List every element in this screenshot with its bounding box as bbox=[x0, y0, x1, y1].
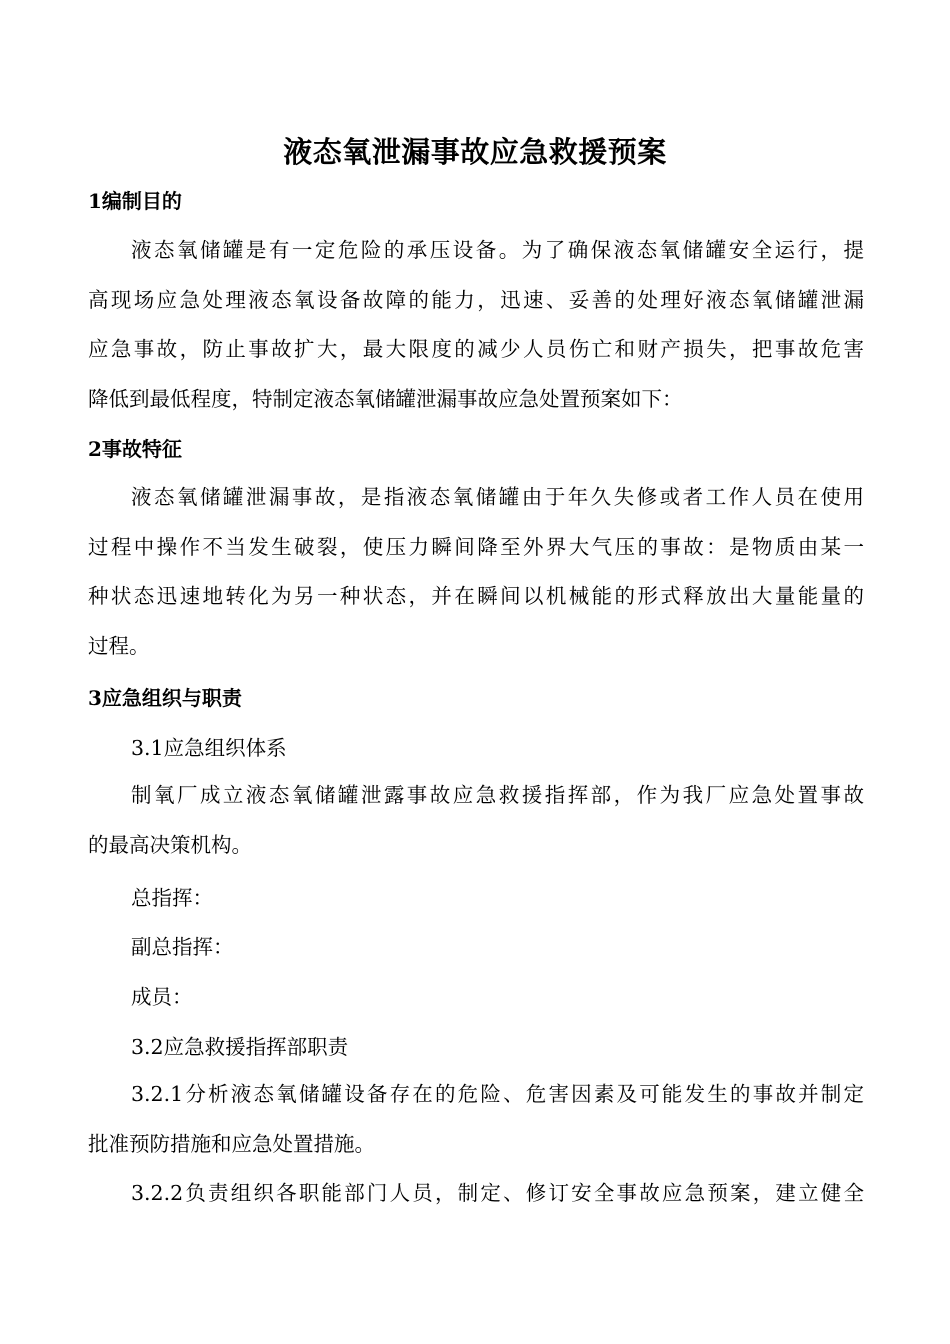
section-2-paragraph bbox=[88, 473, 864, 671]
paragraph-line: 高现场应急处理液态氧设备故障的能力，迅速、妥善的处理好液态氧储罐泄漏 bbox=[88, 287, 864, 312]
item-3-2-1-paragraph bbox=[88, 1070, 864, 1169]
paragraph-line: 应急事故，防止事故扩大，最大限度的减少人员伤亡和财产损失，把事故危害 bbox=[88, 337, 864, 361]
section-3-heading: 3应急组织与职责 bbox=[88, 686, 242, 710]
paragraph-line: 制氧厂成立液态氧储罐泄露事故应急救援指挥部，作为我厂应急处置事故 bbox=[131, 783, 864, 807]
section-3-1-paragraph bbox=[88, 771, 864, 870]
section-2-heading: 2事故特征 bbox=[88, 437, 182, 461]
section-1-heading: 1编制目的 bbox=[88, 189, 182, 213]
document-title: 液态氧泄漏事故应急救援预案 bbox=[283, 135, 667, 169]
paragraph-line: 液态氧储罐是有一定危险的承压设备。为了确保液态氧储罐安全运行，提 bbox=[131, 238, 864, 262]
commander-label: 总指挥： bbox=[131, 886, 213, 910]
paragraph-line: 3.2.2负责组织各职能部门人员，制定、修订安全事故应急预案，建立健全 bbox=[131, 1181, 864, 1205]
subsection-3-1-heading: 3.1应急组织体系 bbox=[131, 736, 287, 760]
section-1-paragraph bbox=[88, 226, 864, 424]
paragraph-line: 批准预防措施和应急处置措施。 bbox=[88, 1131, 375, 1156]
paragraph-line: 3.2.1分析液态氧储罐设备存在的危险、危害因素及可能发生的事故并制定 bbox=[131, 1082, 864, 1106]
deputy-commander-label: 副总指挥： bbox=[131, 935, 234, 959]
paragraph-line: 过程。 bbox=[88, 633, 150, 658]
paragraph-line: 降低到最低程度，特制定液态氧储罐泄漏事故应急处置预案如下： bbox=[88, 386, 683, 411]
paragraph-line: 的最高决策机构。 bbox=[88, 832, 252, 857]
subsection-3-2-heading: 3.2应急救援指挥部职责 bbox=[131, 1035, 349, 1059]
members-label: 成员： bbox=[131, 985, 193, 1009]
paragraph-line: 过程中操作不当发生破裂，使压力瞬间降至外界大气压的事故：是物质由某一 bbox=[88, 534, 864, 559]
paragraph-line: 液态氧储罐泄漏事故，是指液态氧储罐由于年久失修或者工作人员在使用 bbox=[131, 485, 864, 509]
paragraph-line: 种状态迅速地转化为另一种状态，并在瞬间以机械能的形式释放出大量能量的 bbox=[88, 584, 864, 608]
item-3-2-2-paragraph bbox=[88, 1169, 864, 1219]
